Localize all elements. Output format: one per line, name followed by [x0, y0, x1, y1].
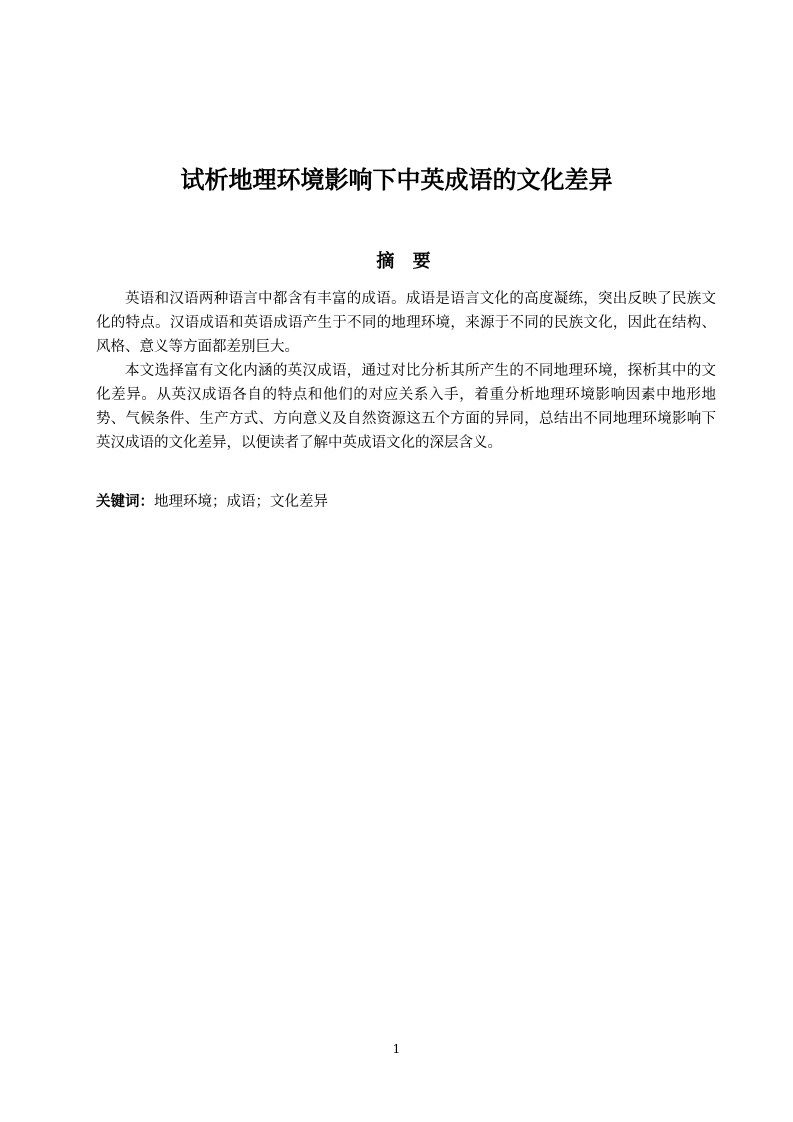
abstract-paragraph-2: 本文选择富有文化内涵的英汉成语，通过对比分析其所产生的不同地理环境，探析其中的文化差异。从英汉成语各自的特点和他们的对应关系入手，着重分析地理环境影响因素中地形地势、气候条件、生产方式、方向意义及自然资源这五个方面的异同，总结出不同地理环境影响下英汉成语的文化差异，以便读者了解中英成语文化的深层含义。	[96, 363, 716, 451]
abstract-paragraph-1: 英语和汉语两种语言中都含有丰富的成语。成语是语言文化的高度凝练，突出反映了民族文化的特点。汉语成语和英语成语产生于不同的地理环境，来源于不同的民族文化，因此在结构、风格、意义等方面都差别巨大。	[96, 291, 716, 355]
abstract-heading: 摘 要	[376, 251, 437, 272]
document-title: 试析地理环境影响下中英成语的文化差异	[180, 166, 613, 194]
keywords-value: 地理环境；成语；文化差异	[154, 494, 328, 510]
abstract-body	[96, 287, 716, 455]
keywords-label: 关键词：	[96, 494, 154, 510]
page-number: 1	[392, 1042, 401, 1056]
keywords-line	[96, 490, 716, 514]
